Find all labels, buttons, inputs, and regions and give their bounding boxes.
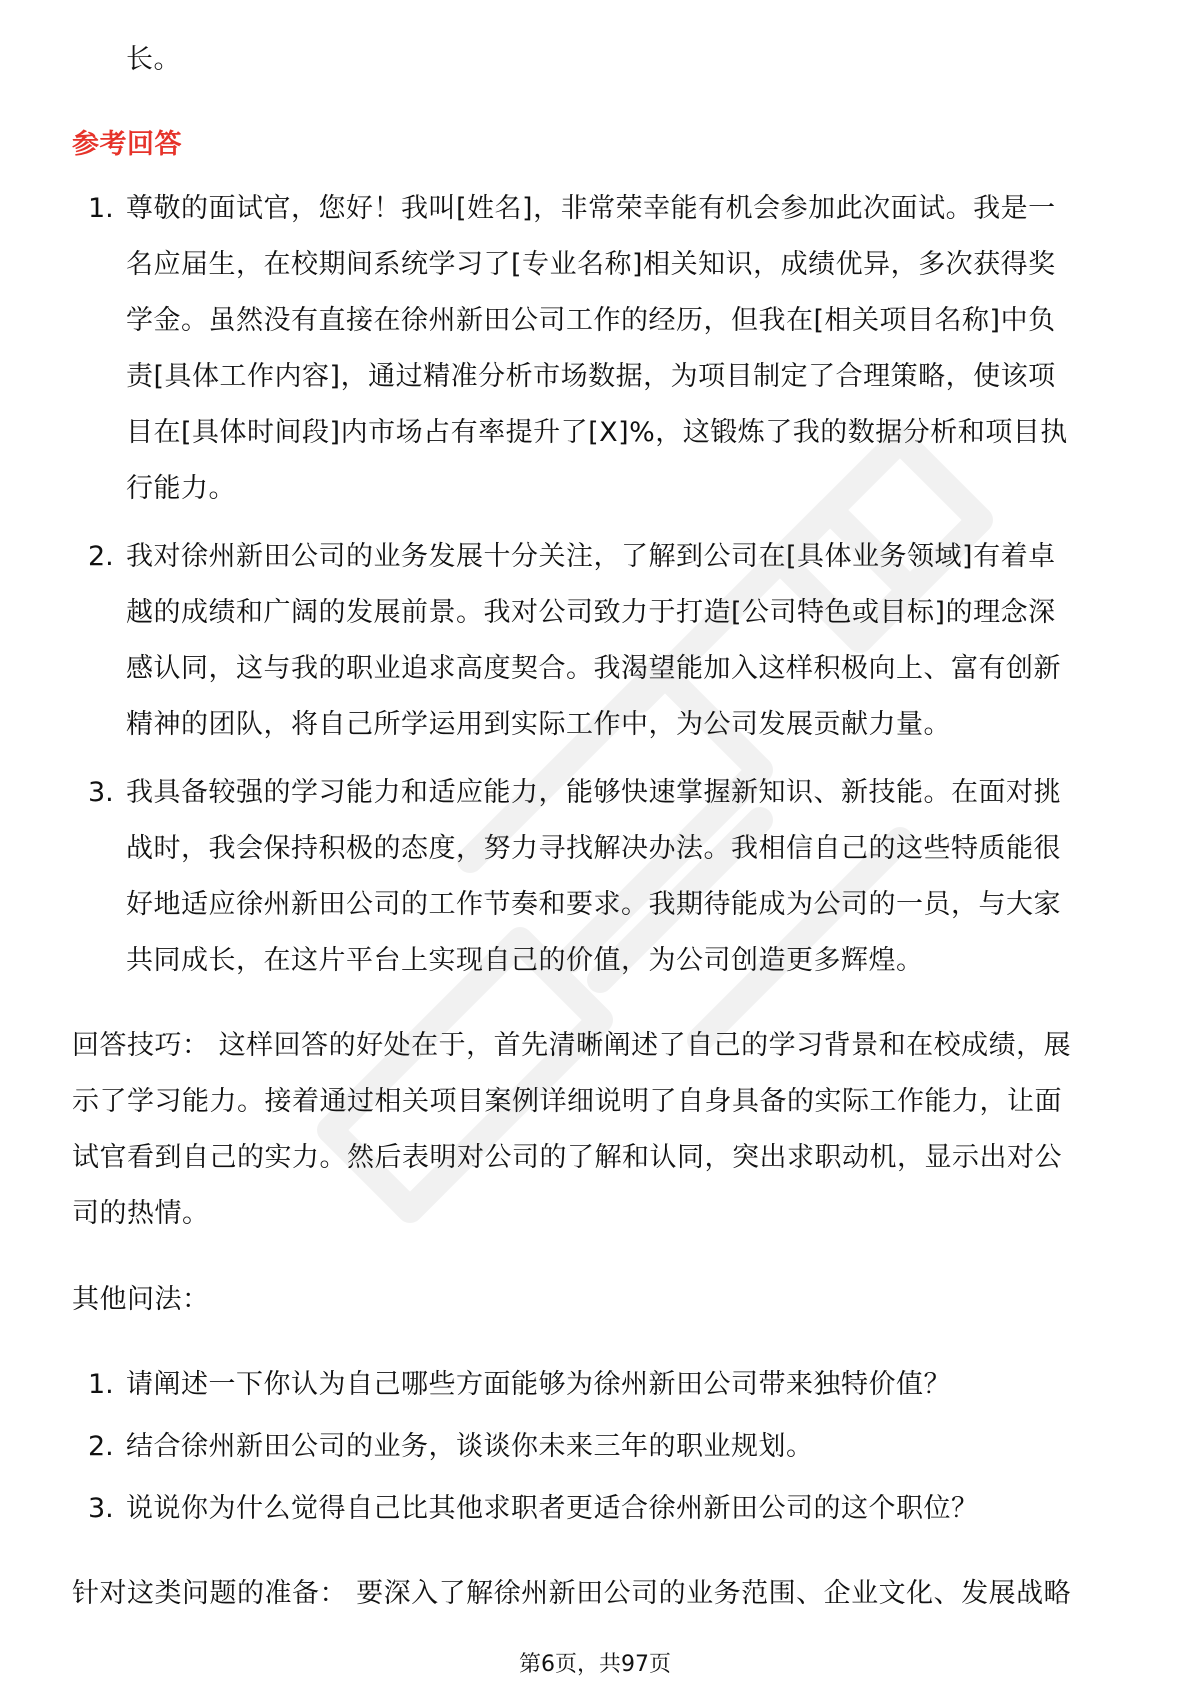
tips-line: 试官看到自己的实力。然后表明对公司的了解和认同，突出求职动机，显示出对公 xyxy=(72,1142,1062,1173)
answer-line: 越的成绩和广阔的发展前景。我对公司致力于打造[公司特色或目标]的理念深 xyxy=(126,597,1056,628)
top-continuation-text: 长。 xyxy=(126,44,181,75)
answer-line: 感认同，这与我的职业追求高度契合。我渴望能加入这样积极向上、富有创新 xyxy=(126,653,1061,684)
question-text: 请阐述一下你认为自己哪些方面能够为徐州新田公司带来独特价值？ xyxy=(126,1369,951,1400)
other-questions-heading: 其他问法： xyxy=(72,1284,210,1315)
list-number: 2. xyxy=(88,541,114,572)
tips-line: 示了学习能力。接着通过相关项目案例详细说明了自身具备的实际工作能力，让面 xyxy=(72,1086,1062,1117)
question-text: 说说你为什么觉得自己比其他求职者更适合徐州新田公司的这个职位？ xyxy=(126,1493,979,1524)
answer-line: 战时，我会保持积极的态度，努力寻找解决办法。我相信自己的这些特质能很 xyxy=(126,833,1061,864)
answer-line: 我对徐州新田公司的业务发展十分关注，了解到公司在[具体业务领域]有着卓 xyxy=(126,541,1056,572)
page-number-footer: 第6页，共97页 xyxy=(519,1652,671,1677)
answer-line: 行能力。 xyxy=(126,473,236,504)
list-number: 3. xyxy=(88,777,114,808)
tips-line: 回答技巧： 这样回答的好处在于，首先清晰阐述了自己的学习背景和在校成绩，展 xyxy=(72,1030,1072,1061)
answer-line: 尊敬的面试官，您好！我叫[姓名]，非常荣幸能有机会参加此次面试。我是一 xyxy=(126,193,1056,224)
answer-line: 学金。虽然没有直接在徐州新田公司工作的经历，但我在[相关项目名称]中负 xyxy=(126,305,1056,336)
list-number: 2. xyxy=(88,1431,114,1462)
answer-line: 好地适应徐州新田公司的工作节奏和要求。我期待能成为公司的一员，与大家 xyxy=(126,889,1061,920)
list-number: 3. xyxy=(88,1493,114,1524)
answer-line: 名应届生，在校期间系统学习了[专业名称]相关知识，成绩优异，多次获得奖 xyxy=(126,249,1056,280)
tips-line: 司的热情。 xyxy=(72,1198,210,1229)
list-number: 1. xyxy=(88,193,114,224)
answer-line: 目在[具体时间段]内市场占有率提升了[X]%，这锻炼了我的数据分析和项目执 xyxy=(126,417,1068,448)
list-number: 1. xyxy=(88,1369,114,1400)
answer-line: 共同成长，在这片平台上实现自己的价值，为公司创造更多辉煌。 xyxy=(126,945,924,976)
reference-heading: 参考回答 xyxy=(72,129,182,160)
answer-line: 我具备较强的学习能力和适应能力，能够快速掌握新知识、新技能。在面对挑 xyxy=(126,777,1061,808)
preparation-line: 针对这类问题的准备： 要深入了解徐州新田公司的业务范围、企业文化、发展战略 xyxy=(72,1578,1072,1609)
answer-line: 精神的团队，将自己所学运用到实际工作中，为公司发展贡献力量。 xyxy=(126,709,951,740)
question-text: 结合徐州新田公司的业务，谈谈你未来三年的职业规划。 xyxy=(126,1431,814,1462)
answer-line: 责[具体工作内容]，通过精准分析市场数据，为项目制定了合理策略，使该项 xyxy=(126,361,1056,392)
